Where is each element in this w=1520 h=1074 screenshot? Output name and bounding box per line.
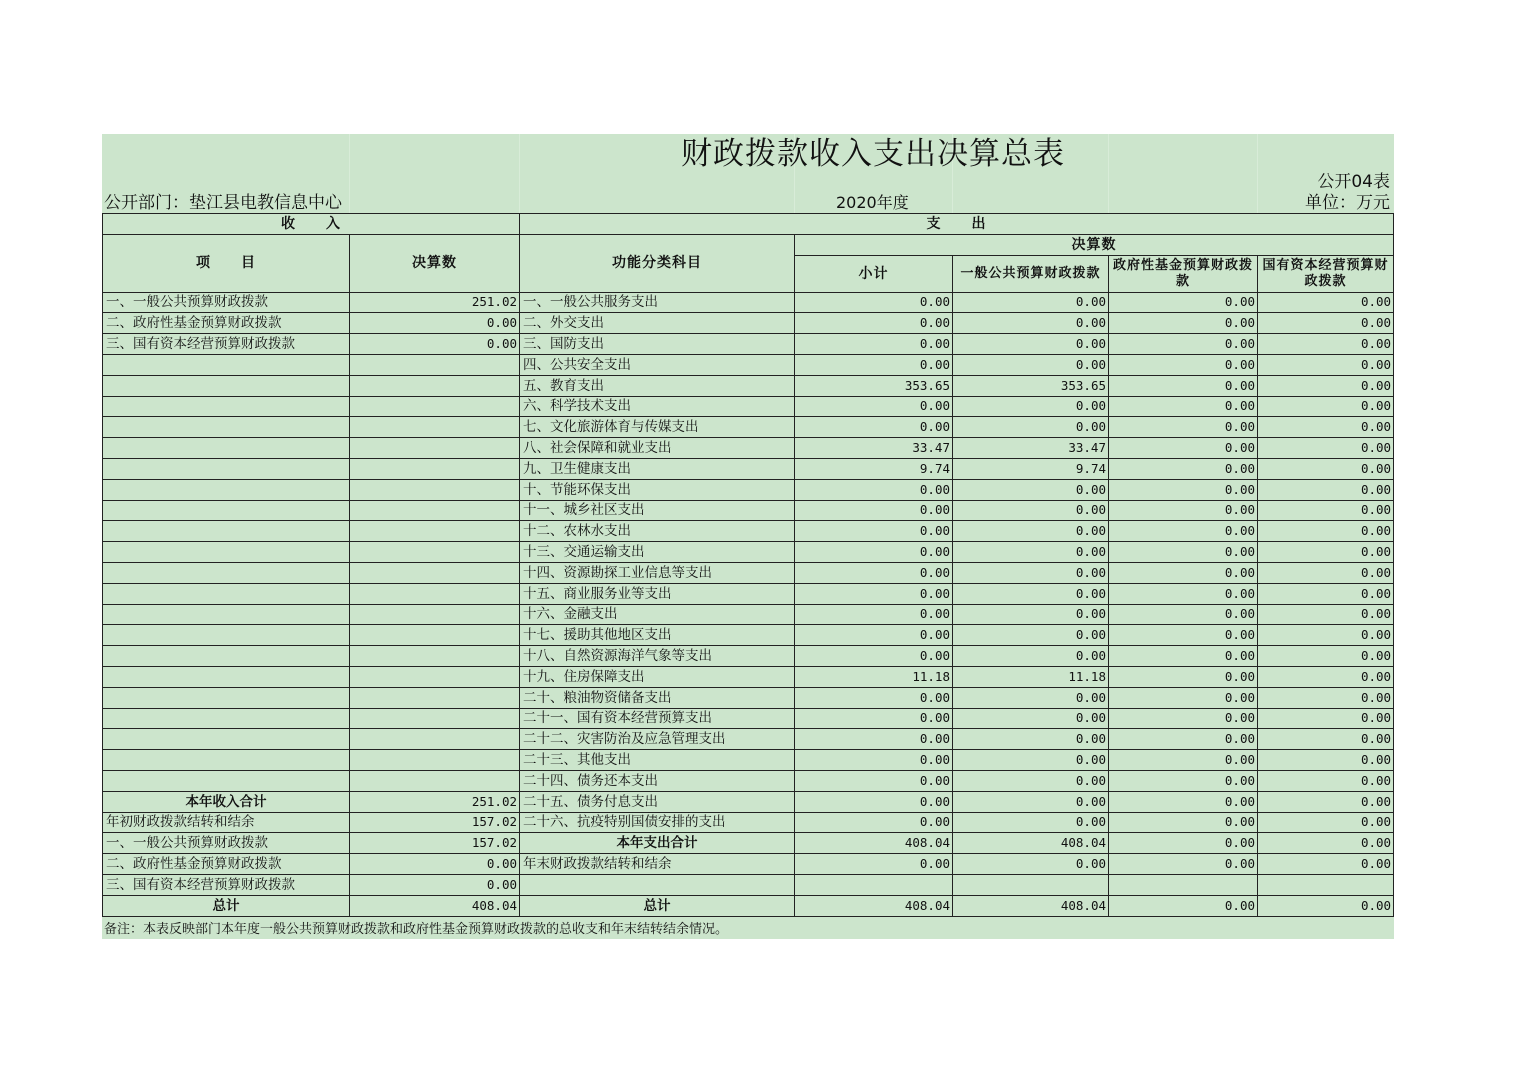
table-row bbox=[103, 334, 1394, 355]
gov-fund-cell: 0.00 bbox=[1109, 292, 1258, 313]
table-row bbox=[103, 854, 1394, 875]
state-capital-cell: 0.00 bbox=[1258, 791, 1394, 812]
expense-subject-cell: 十五、商业服务业等支出 bbox=[520, 583, 795, 604]
subtotal-cell: 33.47 bbox=[795, 438, 953, 459]
general-public-cell: 353.65 bbox=[953, 375, 1109, 396]
gov-fund-cell: 0.00 bbox=[1109, 729, 1258, 750]
state-capital-cell: 0.00 bbox=[1258, 458, 1394, 479]
gov-fund-cell: 0.00 bbox=[1109, 791, 1258, 812]
income-item-cell bbox=[103, 625, 350, 646]
subtotal-cell: 0.00 bbox=[795, 708, 953, 729]
gov-fund-cell: 0.00 bbox=[1109, 770, 1258, 791]
table-row bbox=[103, 354, 1394, 375]
subtotal-cell: 0.00 bbox=[795, 354, 953, 375]
expense-subject-cell: 二、外交支出 bbox=[520, 313, 795, 334]
general-public-cell: 0.00 bbox=[953, 729, 1109, 750]
amount-header: 决算数 bbox=[350, 234, 520, 292]
state-capital-cell: 0.00 bbox=[1258, 666, 1394, 687]
gov-fund-cell: 0.00 bbox=[1109, 500, 1258, 521]
general-public-cell: 0.00 bbox=[953, 646, 1109, 667]
table-row bbox=[103, 438, 1394, 459]
table-row bbox=[103, 604, 1394, 625]
general-public-cell: 0.00 bbox=[953, 625, 1109, 646]
report-sheet bbox=[102, 134, 1394, 939]
state-capital-cell: 0.00 bbox=[1258, 292, 1394, 313]
gov-fund-cell: 0.00 bbox=[1109, 396, 1258, 417]
expense-subject-cell: 十三、交通运输支出 bbox=[520, 542, 795, 563]
unit-label: 单位：万元 bbox=[1305, 193, 1390, 213]
income-amount-cell bbox=[350, 625, 520, 646]
subtotal-cell: 0.00 bbox=[795, 750, 953, 771]
subtotal-cell: 0.00 bbox=[795, 583, 953, 604]
form-number: 公开04表 bbox=[1317, 172, 1390, 192]
expense-subject-cell: 二十、粮油物资储备支出 bbox=[520, 687, 795, 708]
gov-fund-cell: 0.00 bbox=[1109, 687, 1258, 708]
gov-fund-header: 政府性基金预算财政拨款 bbox=[1109, 255, 1258, 292]
general-public-cell: 0.00 bbox=[953, 812, 1109, 833]
subtotal-cell: 353.65 bbox=[795, 375, 953, 396]
subtotal-cell: 9.74 bbox=[795, 458, 953, 479]
gov-fund-cell: 0.00 bbox=[1109, 895, 1258, 916]
report-title: 财政拨款收入支出决算总表 bbox=[681, 136, 1065, 172]
income-item-cell bbox=[103, 750, 350, 771]
subtotal-cell: 0.00 bbox=[795, 313, 953, 334]
income-item-cell: 一、一般公共预算财政拨款 bbox=[103, 833, 350, 854]
expense-subject-cell: 十二、农林水支出 bbox=[520, 521, 795, 542]
table-row bbox=[103, 583, 1394, 604]
subtotal-cell: 0.00 bbox=[795, 396, 953, 417]
general-public-cell: 0.00 bbox=[953, 750, 1109, 771]
gov-fund-cell: 0.00 bbox=[1109, 562, 1258, 583]
general-public-cell: 408.04 bbox=[953, 833, 1109, 854]
income-amount-cell bbox=[350, 708, 520, 729]
income-amount-cell: 0.00 bbox=[350, 334, 520, 355]
subtotal-cell: 0.00 bbox=[795, 770, 953, 791]
general-public-cell: 0.00 bbox=[953, 562, 1109, 583]
subtotal-cell: 0.00 bbox=[795, 646, 953, 667]
income-amount-cell bbox=[350, 604, 520, 625]
amount-group-header: 决算数 bbox=[795, 234, 1394, 255]
expense-header: 支 出 bbox=[520, 214, 1394, 235]
table-row bbox=[103, 874, 1394, 895]
expense-subject-cell: 十九、住房保障支出 bbox=[520, 666, 795, 687]
table-row bbox=[103, 521, 1394, 542]
gov-fund-cell: 0.00 bbox=[1109, 542, 1258, 563]
state-capital-cell: 0.00 bbox=[1258, 479, 1394, 500]
subtotal-cell: 0.00 bbox=[795, 729, 953, 750]
table-row bbox=[103, 542, 1394, 563]
expense-subject-cell: 十八、自然资源海洋气象等支出 bbox=[520, 646, 795, 667]
gov-fund-cell: 0.00 bbox=[1109, 354, 1258, 375]
subtotal-cell: 0.00 bbox=[795, 562, 953, 583]
subtotal-cell bbox=[795, 874, 953, 895]
state-capital-cell bbox=[1258, 874, 1394, 895]
income-amount-cell bbox=[350, 750, 520, 771]
gov-fund-cell: 0.00 bbox=[1109, 604, 1258, 625]
table-row bbox=[103, 770, 1394, 791]
table-row bbox=[103, 562, 1394, 583]
gov-fund-cell: 0.00 bbox=[1109, 812, 1258, 833]
gov-fund-cell: 0.00 bbox=[1109, 666, 1258, 687]
subtotal-cell: 11.18 bbox=[795, 666, 953, 687]
subtotal-cell: 0.00 bbox=[795, 791, 953, 812]
subtotal-cell: 0.00 bbox=[795, 812, 953, 833]
income-amount-cell: 251.02 bbox=[350, 292, 520, 313]
gov-fund-cell: 0.00 bbox=[1109, 313, 1258, 334]
general-public-cell: 11.18 bbox=[953, 666, 1109, 687]
income-amount-cell: 408.04 bbox=[350, 895, 520, 916]
state-capital-cell: 0.00 bbox=[1258, 625, 1394, 646]
subtotal-cell: 408.04 bbox=[795, 833, 953, 854]
table-row bbox=[103, 687, 1394, 708]
income-item-cell bbox=[103, 542, 350, 563]
state-capital-cell: 0.00 bbox=[1258, 500, 1394, 521]
income-amount-cell bbox=[350, 729, 520, 750]
gov-fund-cell: 0.00 bbox=[1109, 833, 1258, 854]
general-public-cell: 0.00 bbox=[953, 583, 1109, 604]
state-capital-cell: 0.00 bbox=[1258, 521, 1394, 542]
table-row bbox=[103, 458, 1394, 479]
income-amount-cell bbox=[350, 770, 520, 791]
func-subject-header: 功能分类科目 bbox=[520, 234, 795, 292]
income-item-cell bbox=[103, 708, 350, 729]
income-item-cell bbox=[103, 396, 350, 417]
subtotal-cell: 408.04 bbox=[795, 895, 953, 916]
income-item-cell bbox=[103, 729, 350, 750]
general-public-cell: 0.00 bbox=[953, 334, 1109, 355]
table-row bbox=[103, 708, 1394, 729]
state-capital-cell: 0.00 bbox=[1258, 708, 1394, 729]
table-row bbox=[103, 791, 1394, 812]
expense-subject-cell: 年末财政拨款结转和结余 bbox=[520, 854, 795, 875]
income-amount-cell bbox=[350, 354, 520, 375]
table-row bbox=[103, 895, 1394, 916]
expense-subject-cell: 六、科学技术支出 bbox=[520, 396, 795, 417]
general-public-cell: 0.00 bbox=[953, 521, 1109, 542]
expense-subject-cell: 七、文化旅游体育与传媒支出 bbox=[520, 417, 795, 438]
state-capital-cell: 0.00 bbox=[1258, 375, 1394, 396]
general-public-cell: 0.00 bbox=[953, 687, 1109, 708]
gov-fund-cell: 0.00 bbox=[1109, 583, 1258, 604]
expense-subject-cell: 二十一、国有资本经营预算支出 bbox=[520, 708, 795, 729]
gov-fund-cell: 0.00 bbox=[1109, 521, 1258, 542]
general-public-cell: 408.04 bbox=[953, 895, 1109, 916]
expense-subject-cell: 十一、城乡社区支出 bbox=[520, 500, 795, 521]
table-row bbox=[103, 479, 1394, 500]
income-amount-cell: 0.00 bbox=[350, 854, 520, 875]
income-amount-cell bbox=[350, 396, 520, 417]
state-capital-cell: 0.00 bbox=[1258, 687, 1394, 708]
gov-fund-cell: 0.00 bbox=[1109, 708, 1258, 729]
state-capital-cell: 0.00 bbox=[1258, 812, 1394, 833]
general-public-cell: 0.00 bbox=[953, 854, 1109, 875]
table-row bbox=[103, 313, 1394, 334]
state-capital-cell: 0.00 bbox=[1258, 833, 1394, 854]
gov-fund-cell: 0.00 bbox=[1109, 458, 1258, 479]
income-header: 收 入 bbox=[103, 214, 520, 235]
expense-subject-cell: 十六、金融支出 bbox=[520, 604, 795, 625]
expense-subject-cell: 十七、援助其他地区支出 bbox=[520, 625, 795, 646]
table-row bbox=[103, 646, 1394, 667]
income-amount-cell bbox=[350, 687, 520, 708]
gov-fund-cell bbox=[1109, 874, 1258, 895]
income-amount-cell bbox=[350, 500, 520, 521]
subtotal-header: 小计 bbox=[795, 255, 953, 292]
state-capital-cell: 0.00 bbox=[1258, 895, 1394, 916]
gov-fund-cell: 0.00 bbox=[1109, 625, 1258, 646]
subtotal-cell: 0.00 bbox=[795, 542, 953, 563]
expense-subject-cell: 九、卫生健康支出 bbox=[520, 458, 795, 479]
income-amount-cell bbox=[350, 521, 520, 542]
expense-subject-cell bbox=[520, 874, 795, 895]
subtotal-cell: 0.00 bbox=[795, 521, 953, 542]
state-capital-cell: 0.00 bbox=[1258, 354, 1394, 375]
income-item-cell bbox=[103, 583, 350, 604]
table-row bbox=[103, 417, 1394, 438]
general-public-cell: 0.00 bbox=[953, 292, 1109, 313]
general-public-cell: 0.00 bbox=[953, 542, 1109, 563]
subtotal-cell: 0.00 bbox=[795, 292, 953, 313]
income-item-cell: 一、一般公共预算财政拨款 bbox=[103, 292, 350, 313]
table-row bbox=[103, 500, 1394, 521]
state-capital-cell: 0.00 bbox=[1258, 417, 1394, 438]
income-item-cell bbox=[103, 375, 350, 396]
income-amount-cell bbox=[350, 458, 520, 479]
table-row bbox=[103, 729, 1394, 750]
income-amount-cell bbox=[350, 438, 520, 459]
gov-fund-cell: 0.00 bbox=[1109, 750, 1258, 771]
state-capital-cell: 0.00 bbox=[1258, 396, 1394, 417]
income-amount-cell: 0.00 bbox=[350, 313, 520, 334]
gov-fund-cell: 0.00 bbox=[1109, 479, 1258, 500]
general-public-cell: 0.00 bbox=[953, 313, 1109, 334]
expense-subject-cell: 三、国防支出 bbox=[520, 334, 795, 355]
income-amount-cell: 0.00 bbox=[350, 874, 520, 895]
table-row bbox=[103, 833, 1394, 854]
income-amount-cell bbox=[350, 646, 520, 667]
state-capital-cell: 0.00 bbox=[1258, 334, 1394, 355]
expense-subject-cell: 五、教育支出 bbox=[520, 375, 795, 396]
expense-subject-cell: 总计 bbox=[520, 895, 795, 916]
expense-subject-cell: 四、公共安全支出 bbox=[520, 354, 795, 375]
expense-subject-cell: 八、社会保障和就业支出 bbox=[520, 438, 795, 459]
table-row bbox=[103, 750, 1394, 771]
income-item-cell bbox=[103, 354, 350, 375]
general-public-cell: 9.74 bbox=[953, 458, 1109, 479]
expense-subject-cell: 十、节能环保支出 bbox=[520, 479, 795, 500]
income-item-cell: 三、国有资本经营预算财政拨款 bbox=[103, 874, 350, 895]
income-item-cell: 三、国有资本经营预算财政拨款 bbox=[103, 334, 350, 355]
income-item-cell bbox=[103, 770, 350, 791]
income-item-cell bbox=[103, 500, 350, 521]
subtotal-cell: 0.00 bbox=[795, 500, 953, 521]
income-item-cell bbox=[103, 604, 350, 625]
general-public-cell: 0.00 bbox=[953, 770, 1109, 791]
subtotal-cell: 0.00 bbox=[795, 334, 953, 355]
income-item-cell bbox=[103, 687, 350, 708]
general-public-cell: 0.00 bbox=[953, 396, 1109, 417]
income-item-cell: 总计 bbox=[103, 895, 350, 916]
table-row bbox=[103, 812, 1394, 833]
subtotal-cell: 0.00 bbox=[795, 687, 953, 708]
expense-subject-cell: 一、一般公共服务支出 bbox=[520, 292, 795, 313]
income-item-cell: 二、政府性基金预算财政拨款 bbox=[103, 313, 350, 334]
subtotal-cell: 0.00 bbox=[795, 417, 953, 438]
state-capital-cell: 0.00 bbox=[1258, 646, 1394, 667]
state-capital-header: 国有资本经营预算财政拨款 bbox=[1258, 255, 1394, 292]
general-public-header: 一般公共预算财政拨款 bbox=[953, 255, 1109, 292]
income-amount-cell: 157.02 bbox=[350, 812, 520, 833]
expense-subject-cell: 十四、资源勘探工业信息等支出 bbox=[520, 562, 795, 583]
gov-fund-cell: 0.00 bbox=[1109, 854, 1258, 875]
income-item-cell bbox=[103, 417, 350, 438]
income-amount-cell: 157.02 bbox=[350, 833, 520, 854]
income-amount-cell bbox=[350, 542, 520, 563]
table-row bbox=[103, 292, 1394, 313]
budget-table bbox=[102, 213, 1394, 917]
gov-fund-cell: 0.00 bbox=[1109, 375, 1258, 396]
subtotal-cell: 0.00 bbox=[795, 604, 953, 625]
income-item-cell: 年初财政拨款结转和结余 bbox=[103, 812, 350, 833]
income-item-cell bbox=[103, 646, 350, 667]
department-label: 公开部门：垫江县电教信息中心 bbox=[104, 193, 342, 213]
income-item-cell bbox=[103, 562, 350, 583]
expense-subject-cell: 二十六、抗疫特别国债安排的支出 bbox=[520, 812, 795, 833]
expense-subject-cell: 二十二、灾害防治及应急管理支出 bbox=[520, 729, 795, 750]
expense-subject-cell: 二十五、债务付息支出 bbox=[520, 791, 795, 812]
subtotal-cell: 0.00 bbox=[795, 479, 953, 500]
gov-fund-cell: 0.00 bbox=[1109, 438, 1258, 459]
general-public-cell: 0.00 bbox=[953, 500, 1109, 521]
income-amount-cell bbox=[350, 375, 520, 396]
income-amount-cell: 251.02 bbox=[350, 791, 520, 812]
expense-subject-cell: 二十三、其他支出 bbox=[520, 750, 795, 771]
gov-fund-cell: 0.00 bbox=[1109, 417, 1258, 438]
general-public-cell: 33.47 bbox=[953, 438, 1109, 459]
income-item-cell bbox=[103, 479, 350, 500]
income-item-cell bbox=[103, 458, 350, 479]
state-capital-cell: 0.00 bbox=[1258, 750, 1394, 771]
table-row bbox=[103, 666, 1394, 687]
subtotal-cell: 0.00 bbox=[795, 625, 953, 646]
income-item-cell: 二、政府性基金预算财政拨款 bbox=[103, 854, 350, 875]
item-header: 项 目 bbox=[103, 234, 350, 292]
fiscal-year: 2020年度 bbox=[836, 193, 909, 212]
income-item-cell: 本年收入合计 bbox=[103, 791, 350, 812]
income-amount-cell bbox=[350, 583, 520, 604]
subtotal-cell: 0.00 bbox=[795, 854, 953, 875]
expense-subject-cell: 本年支出合计 bbox=[520, 833, 795, 854]
table-row bbox=[103, 396, 1394, 417]
income-amount-cell bbox=[350, 666, 520, 687]
income-item-cell bbox=[103, 438, 350, 459]
income-amount-cell bbox=[350, 479, 520, 500]
state-capital-cell: 0.00 bbox=[1258, 770, 1394, 791]
income-item-cell bbox=[103, 521, 350, 542]
footnote: 备注：本表反映部门本年度一般公共预算财政拨款和政府性基金预算财政拨款的总收支和年末结转结余情况。 bbox=[104, 922, 729, 937]
state-capital-cell: 0.00 bbox=[1258, 604, 1394, 625]
state-capital-cell: 0.00 bbox=[1258, 542, 1394, 563]
general-public-cell: 0.00 bbox=[953, 604, 1109, 625]
income-item-cell bbox=[103, 666, 350, 687]
general-public-cell: 0.00 bbox=[953, 791, 1109, 812]
income-amount-cell bbox=[350, 417, 520, 438]
state-capital-cell: 0.00 bbox=[1258, 562, 1394, 583]
table-row bbox=[103, 375, 1394, 396]
income-amount-cell bbox=[350, 562, 520, 583]
general-public-cell: 0.00 bbox=[953, 708, 1109, 729]
general-public-cell: 0.00 bbox=[953, 479, 1109, 500]
general-public-cell: 0.00 bbox=[953, 354, 1109, 375]
general-public-cell: 0.00 bbox=[953, 417, 1109, 438]
state-capital-cell: 0.00 bbox=[1258, 854, 1394, 875]
state-capital-cell: 0.00 bbox=[1258, 438, 1394, 459]
state-capital-cell: 0.00 bbox=[1258, 729, 1394, 750]
expense-subject-cell: 二十四、债务还本支出 bbox=[520, 770, 795, 791]
gov-fund-cell: 0.00 bbox=[1109, 646, 1258, 667]
gov-fund-cell: 0.00 bbox=[1109, 334, 1258, 355]
general-public-cell bbox=[953, 874, 1109, 895]
state-capital-cell: 0.00 bbox=[1258, 583, 1394, 604]
state-capital-cell: 0.00 bbox=[1258, 313, 1394, 334]
table-row bbox=[103, 625, 1394, 646]
